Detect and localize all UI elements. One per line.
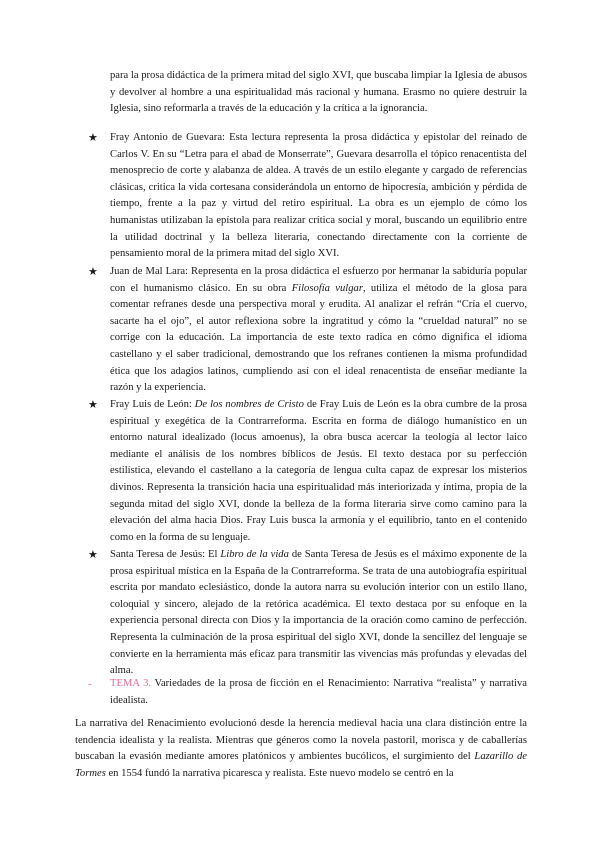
tema-label: TEMA 3. — [110, 678, 152, 689]
star-bullet-icon: ★ — [88, 132, 98, 144]
bullet-lead: Fray Luis de León: — [110, 399, 195, 410]
star-bullet-icon: ★ — [88, 549, 98, 561]
bullet-lead: Juan de Mal Lara: — [110, 266, 192, 277]
closing-paragraph: La narrativa del Renacimiento evolucionó desde la herencia medieval hacia una clara distinción entre la tendencia idealista y la realista. Mientras que géneros como la novela pastoril, morisca y de caballerías buscaban la evasión mediante amores platónicos y ambientes bucólicos, el surgimiento del Lazarillo de Tormes en 1554 fundó la narrativa picaresca y realista. Este nuevo modelo se centró en la — [75, 718, 527, 779]
star-bullet-icon: ★ — [88, 399, 98, 411]
bullet-mal-lara: Juan de Mal Lara: Representa en la prosa didáctica el esfuerzo por hermanar la sabiduría popular con el humanismo clásico. En su obra Filosofía vulgar, utiliza el método de la glosa para comentar refranes desde una perspectiva moral y erudita. Al analizar el refrán “Cría el cuervo, sacarte ha el ojo”, el autor reflexiona sobre la ingratitud y cómo la “crueldad natural” no se corrige con la educación. La importancia de este texto radica en cómo dignifica el idioma castellano y el saber tradicional, demostrando que los refranes contienen la misma profundidad ética que los adagios latinos, cumpliendo así con el ideal renacentista de enseñar mediante la razón y la experiencia. — [110, 266, 527, 394]
tema-heading: TEMA 3. Variedades de la prosa de ficción en el Renacimiento: Narrativa “realista” y narrativa idealista. — [110, 678, 527, 706]
work-title: Filosofía vulgar — [291, 282, 363, 294]
bullet-lead: Santa Teresa de Jesús: — [110, 549, 208, 560]
bullet-guevara: Fray Antonio de Guevara: Esta lectura representa la prosa didáctica y epistolar del reinado de Carlos V. En su “Letra para el abad de Monserrate”, Guevara desarrolla el tópico renacentista del menosprecio de corte y alabanza de aldea. A través de un estilo elegante y cargado de referencias clásicas, critica la vida cortesana considerándola un entorno de hipocresía, ambición y pérdida de tiempo, frente a la paz y virtud del retiro espiritual. La obra es un ejemplo de cómo los humanistas utilizaban la epístola para realizar crítica social y moral, buscando un equilibrio entre la utilidad doctrinal y la belleza literaria, conectando directamente con la corriente de pensamiento moral de la primera mitad del siglo XVI. — [110, 132, 527, 260]
work-title: Libro de la vida — [220, 549, 289, 560]
work-title: De los nombres de Cristo — [194, 399, 304, 410]
work-title: Lazarillo de Tormes — [75, 751, 527, 779]
dash-bullet-icon: - — [88, 678, 92, 690]
intro-paragraph: para la prosa didáctica de la primera mitad del siglo XVI, que buscaba limpiar la Iglesia de abusos y devolver al hombre a una espiritualidad más racional y humana. Erasmo no quiere destruir la Iglesia, sino reformarla a través de la educación y la crítica a la ignorancia. — [110, 70, 527, 115]
bullet-lead: Fray Antonio de Guevara: — [110, 132, 230, 143]
bullet-santa-teresa: Santa Teresa de Jesús: El Libro de la vida de Santa Teresa de Jesús es el máximo exponente de la prosa espiritual mística en la España de la Contrarreforma. Se trata de una autobiografía espiritual escrita por mandato eclesiástico, donde la autora narra su evolución interior con un estilo llano, coloquial y sincero, alejado de la retórica académica. El texto destaca por su enfoque en la experiencia personal directa con Dios y la importancia de la oración como camino de perfección. Representa la culminación de la prosa espiritual del siglo XVI, donde la sencillez del lenguaje se convierte en la herramienta más eficaz para transmitir las vivencias más profundas y elevadas del alma. — [110, 549, 527, 677]
star-bullet-icon: ★ — [88, 266, 98, 278]
bullet-fray-luis: Fray Luis de León: De los nombres de Cristo de Fray Luis de León es la obra cumbre de la prosa espiritual y exegética de la Contrarreforma. Escrita en forma de diálogo humanístico en un entorno natural idealizado (locus amoenus), la obra busca acercar la teología al lector laico mediante el análisis de los nombres bíblicos de Jesús. El texto destaca por su perfección estilística, elevando el castellano a la categoría de lengua culta capaz de expresar los misterios divinos. Representa la transición hacia una espiritualidad más interiorizada y íntima, propia de la segunda mitad del siglo XVI, donde la belleza de la forma literaria sirve como camino para la elevación del alma hacia Dios. Fray Luis busca la armonía y el equilibrio, tanto en el contenido como en la forma de su lenguaje. — [110, 399, 528, 543]
